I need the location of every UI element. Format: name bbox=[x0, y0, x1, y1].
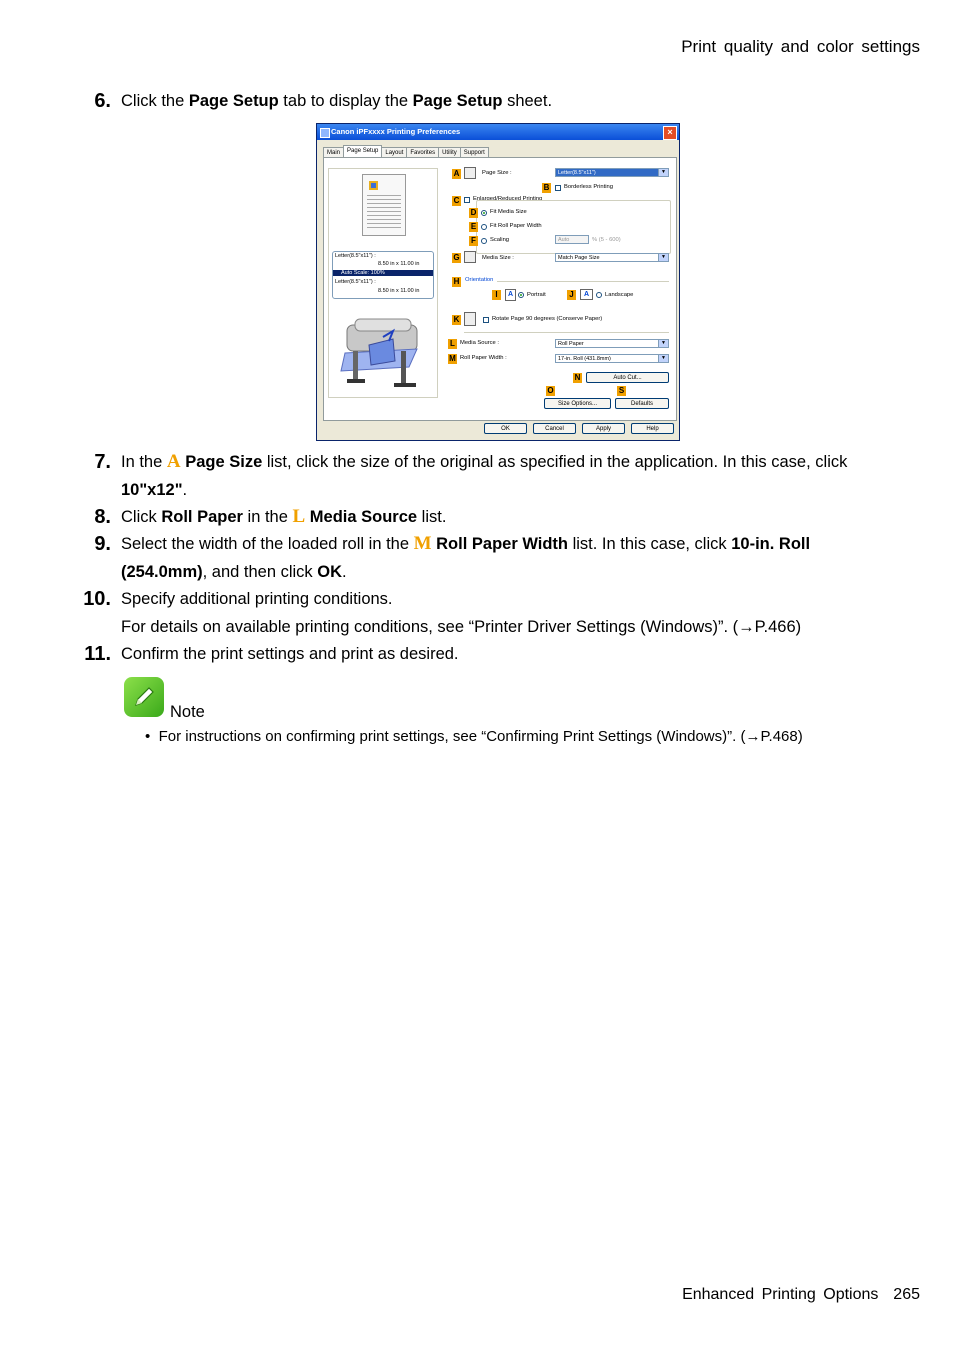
callout-f: F bbox=[469, 236, 478, 246]
apply-button[interactable]: Apply bbox=[582, 423, 625, 434]
step-number: 11. bbox=[84, 643, 111, 665]
page-size-select[interactable]: Letter(8.5"x11") ▼ bbox=[555, 168, 669, 177]
callout-b: B bbox=[543, 183, 550, 192]
roll-width-select[interactable]: 17-in. Roll (431.8mm) ▼ bbox=[555, 354, 669, 363]
tab-layout[interactable]: Layout bbox=[381, 147, 407, 158]
media-size-icon bbox=[464, 251, 476, 263]
callout-m: M bbox=[449, 354, 456, 363]
portrait-icon: A bbox=[505, 289, 516, 301]
callout-i: I bbox=[492, 290, 501, 300]
tab-page-setup[interactable]: Page Setup bbox=[343, 145, 382, 158]
callout-letter: A bbox=[166, 451, 181, 472]
callout-e: E bbox=[470, 222, 477, 231]
callout-d: D bbox=[470, 208, 477, 217]
size-options-button[interactable]: Size Options... bbox=[544, 398, 611, 409]
printer-illustration bbox=[339, 309, 431, 389]
dialog-title-bar bbox=[317, 124, 679, 140]
scaling-radio[interactable] bbox=[481, 238, 487, 244]
enlarged-label: Enlarged/Reduced Printing bbox=[473, 196, 543, 202]
note-item: • For instructions on confirming print settings, see “Confirming Print Settings (Windows)”. (→P.468) bbox=[145, 728, 803, 745]
borderless-label: Borderless Printing bbox=[564, 184, 613, 190]
close-icon[interactable]: × bbox=[663, 126, 677, 140]
fit-roll-radio[interactable] bbox=[481, 224, 487, 230]
page-footer bbox=[682, 1286, 920, 1304]
scaling-label: Scaling bbox=[490, 237, 510, 243]
note-title: Note bbox=[170, 703, 205, 721]
step-text: In the A Page Size list, click the size of the original as specified in the application. In this case, click 10"x12". bbox=[121, 451, 848, 499]
step-number: 6. bbox=[94, 90, 111, 112]
preview-panel bbox=[328, 168, 438, 398]
rotate-icon bbox=[464, 312, 476, 326]
footer-chapter: Enhanced Printing Options bbox=[682, 1286, 879, 1303]
callout-c: C bbox=[453, 196, 460, 205]
cancel-button[interactable]: Cancel bbox=[533, 423, 576, 434]
roll-width-label: Roll Paper Width : bbox=[460, 355, 507, 361]
step-text: Click the Page Setup tab to display the Page Setup sheet. bbox=[121, 92, 553, 110]
media-source-label: Media Source : bbox=[460, 340, 499, 346]
callout-n: N bbox=[574, 373, 581, 382]
printer-icon bbox=[320, 128, 330, 138]
step-number: 7. bbox=[94, 451, 111, 473]
callout-g: G bbox=[453, 253, 460, 262]
dialog-title: Canon iPFxxxx Printing Preferences bbox=[331, 127, 461, 136]
pencil-icon bbox=[124, 677, 164, 717]
step-text: Select the width of the loaded roll in the M Roll Paper Width list. In this case, click 10-in. Roll (254.0mm), and then click OK. bbox=[121, 533, 811, 581]
scaling-input[interactable]: Auto bbox=[555, 235, 589, 244]
media-separator bbox=[464, 332, 669, 333]
orientation-label: Orientation bbox=[465, 277, 494, 283]
auto-cut-button[interactable]: Auto Cut... bbox=[586, 372, 669, 383]
callout-h: H bbox=[453, 277, 460, 286]
size-info-box: Letter(8.5"x11") : 8.50 in x 11.00 in Auto Scale: 100% Letter(8.5"x11") : 8.50 in x 11.00 in bbox=[332, 251, 434, 299]
landscape-icon: A bbox=[580, 289, 593, 300]
media-size-label: Media Size : bbox=[482, 255, 514, 261]
printing-preferences-dialog bbox=[316, 123, 680, 441]
defaults-button[interactable]: Defaults bbox=[615, 398, 669, 409]
callout-j: J bbox=[567, 290, 576, 300]
landscape-radio[interactable] bbox=[596, 292, 602, 298]
callout-o: O bbox=[547, 386, 554, 395]
callout-letter: L bbox=[292, 506, 306, 527]
rotate-checkbox[interactable] bbox=[483, 317, 489, 323]
tab-favorites[interactable]: Favorites bbox=[406, 147, 439, 158]
scaling-range: % (5 - 600) bbox=[592, 237, 621, 243]
ok-button[interactable]: OK bbox=[484, 423, 527, 434]
orientation-separator bbox=[497, 281, 669, 282]
help-button[interactable]: Help bbox=[631, 423, 674, 434]
media-source-select[interactable]: Roll Paper ▼ bbox=[555, 339, 669, 348]
page-size-icon bbox=[464, 167, 476, 179]
callout-letter: M bbox=[413, 533, 432, 554]
borderless-checkbox[interactable] bbox=[555, 185, 561, 191]
enlarged-checkbox[interactable] bbox=[464, 197, 470, 203]
fit-media-label: Fit Media Size bbox=[490, 209, 527, 215]
callout-k: K bbox=[453, 315, 460, 324]
step-number: 9. bbox=[94, 533, 111, 555]
callout-s: S bbox=[618, 386, 625, 395]
callout-l: L bbox=[448, 339, 457, 349]
tab-support[interactable]: Support bbox=[460, 147, 489, 158]
tab-main[interactable]: Main bbox=[323, 147, 344, 158]
running-header: Print quality and color settings bbox=[681, 37, 920, 56]
portrait-radio[interactable] bbox=[518, 292, 524, 298]
media-size-select[interactable]: Match Page Size ▼ bbox=[555, 253, 669, 262]
step-number: 10. bbox=[83, 588, 111, 610]
step-text: Confirm the print settings and print as desired. bbox=[121, 645, 459, 663]
callout-a: A bbox=[453, 169, 460, 178]
step-text: Specify additional printing conditions. For details on available printing conditions, see “Printer Driver Settings (Windows)”. (→P.466) bbox=[121, 590, 802, 636]
fit-media-radio[interactable] bbox=[481, 210, 487, 216]
rotate-label: Rotate Page 90 degrees (Conserve Paper) bbox=[492, 316, 603, 322]
page-size-label: Page Size : bbox=[482, 170, 512, 176]
page-number: 265 bbox=[893, 1286, 920, 1303]
fit-roll-label: Fit Roll Paper Width bbox=[490, 223, 542, 229]
tab-utility[interactable]: Utility bbox=[438, 147, 461, 158]
page-preview bbox=[362, 174, 406, 236]
step-text: Click Roll Paper in the L Media Source list. bbox=[121, 506, 447, 527]
landscape-label: Landscape bbox=[605, 292, 634, 298]
step-number: 8. bbox=[94, 506, 111, 528]
portrait-label: Portrait bbox=[527, 292, 546, 298]
